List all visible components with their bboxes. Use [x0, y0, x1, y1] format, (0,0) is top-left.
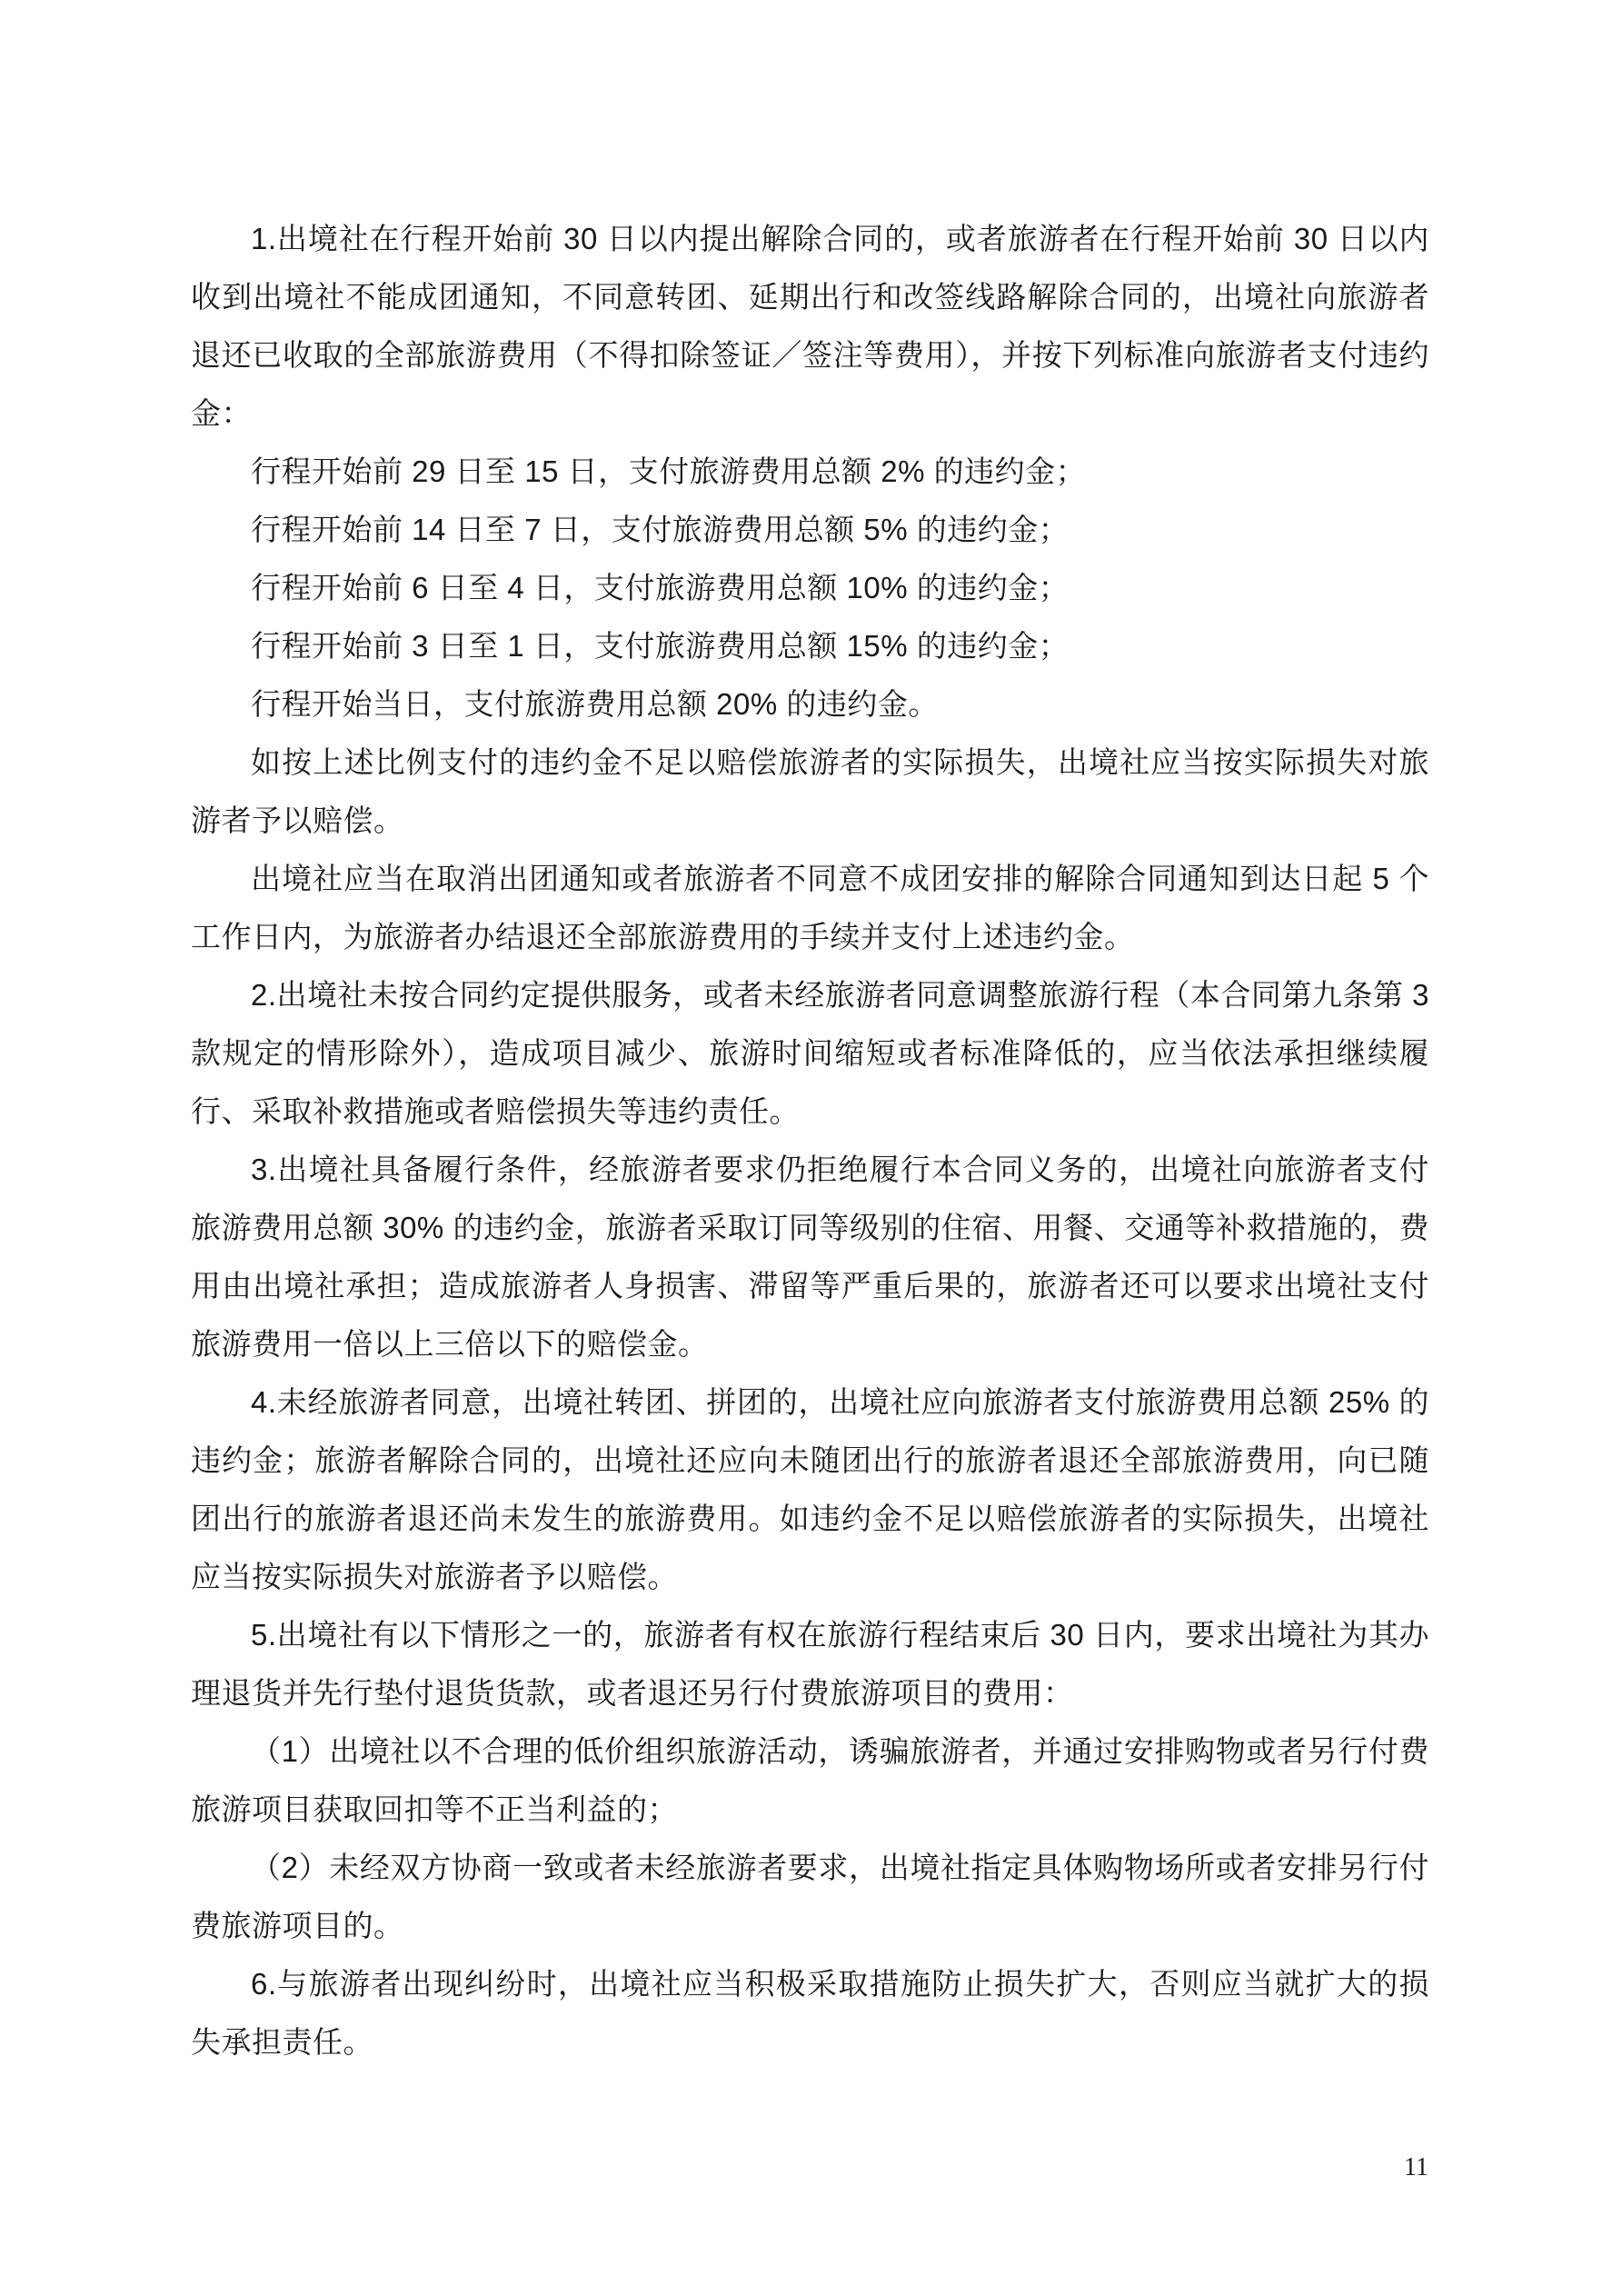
- paragraph: 行程开始当日，支付旅游费用总额 20% 的违约金。: [251, 687, 939, 721]
- document-body: [191, 210, 1429, 2071]
- page-number: 11: [1404, 2153, 1428, 2181]
- paragraph: 5.出境社有以下情形之一的，旅游者有权在旅游行程结束后 30 日内，要求出境社为其办理退货并先行垫付退货货款，或者退还另行付费旅游项目的费用：: [191, 1618, 1429, 1710]
- paragraph: 2.出境社未按合同约定提供服务，或者未经旅游者同意调整旅游行程（本合同第九条第 3 款规定的情形除外），造成项目减少、旅游时间缩短或者标准降低的，应当依法承担继续履行、采取补救措施或者赔偿损失等违约责任。: [191, 978, 1429, 1128]
- paragraph: 行程开始前 6 日至 4 日，支付旅游费用总额 10% 的违约金；: [251, 571, 1070, 604]
- paragraph: 4.未经旅游者同意，出境社转团、拼团的，出境社应向旅游者支付旅游费用总额 25% 的违约金；旅游者解除合同的，出境社还应向未随团出行的旅游者退还全部旅游费用，向已随团出行的旅游者退还尚未发生的旅游费用。如违约金不足以赔偿旅游者的实际损失，出境社应当按实际损失对旅游者予以赔偿。: [191, 1385, 1429, 1593]
- paragraph: 3.出境社具备履行条件，经旅游者要求仍拒绝履行本合同义务的，出境社向旅游者支付旅游费用总额 30% 的违约金，旅游者采取订同等级别的住宿、用餐、交通等补救措施的，费用由出境社承担；造成旅游者人身损害、滞留等严重后果的，旅游者还可以要求出境社支付旅游费用一倍以上三倍以下的赔偿金。: [191, 1153, 1429, 1361]
- paragraph: 如按上述比例支付的违约金不足以赔偿旅游者的实际损失，出境社应当按实际损失对旅游者予以赔偿。: [191, 745, 1429, 837]
- paragraph: 行程开始前 3 日至 1 日，支付旅游费用总额 15% 的违约金；: [251, 629, 1070, 663]
- paragraph: 出境社应当在取消出团通知或者旅游者不同意不成团安排的解除合同通知到达日起 5 个工作日内，为旅游者办结退还全部旅游费用的手续并支付上述违约金。: [191, 862, 1429, 953]
- paragraph: （2）未经双方协商一致或者未经旅游者要求，出境社指定具体购物场所或者安排另行付费旅游项目的。: [191, 1851, 1429, 1942]
- paragraph: （1）出境社以不合理的低价组织旅游活动，诱骗旅游者，并通过安排购物或者另行付费旅游项目获取回扣等不正当利益的；: [191, 1734, 1429, 1826]
- paragraph: 行程开始前 29 日至 15 日，支付旅游费用总额 2% 的违约金；: [251, 454, 1087, 488]
- paragraph: 6.与旅游者出现纠纷时，出境社应当积极采取措施防止损失扩大，否则应当就扩大的损失承担责任。: [191, 1967, 1429, 2059]
- paragraph: 1.出境社在行程开始前 30 日以内提出解除合同的，或者旅游者在行程开始前 30 日以内收到出境社不能成团通知，不同意转团、延期出行和改签线路解除合同的，出境社向旅游者退还已收取的全部旅游费用（不得扣除签证／签注等费用），并按下列标准向旅游者支付违约金：: [191, 222, 1429, 430]
- paragraph: 行程开始前 14 日至 7 日，支付旅游费用总额 5% 的违约金；: [251, 513, 1070, 546]
